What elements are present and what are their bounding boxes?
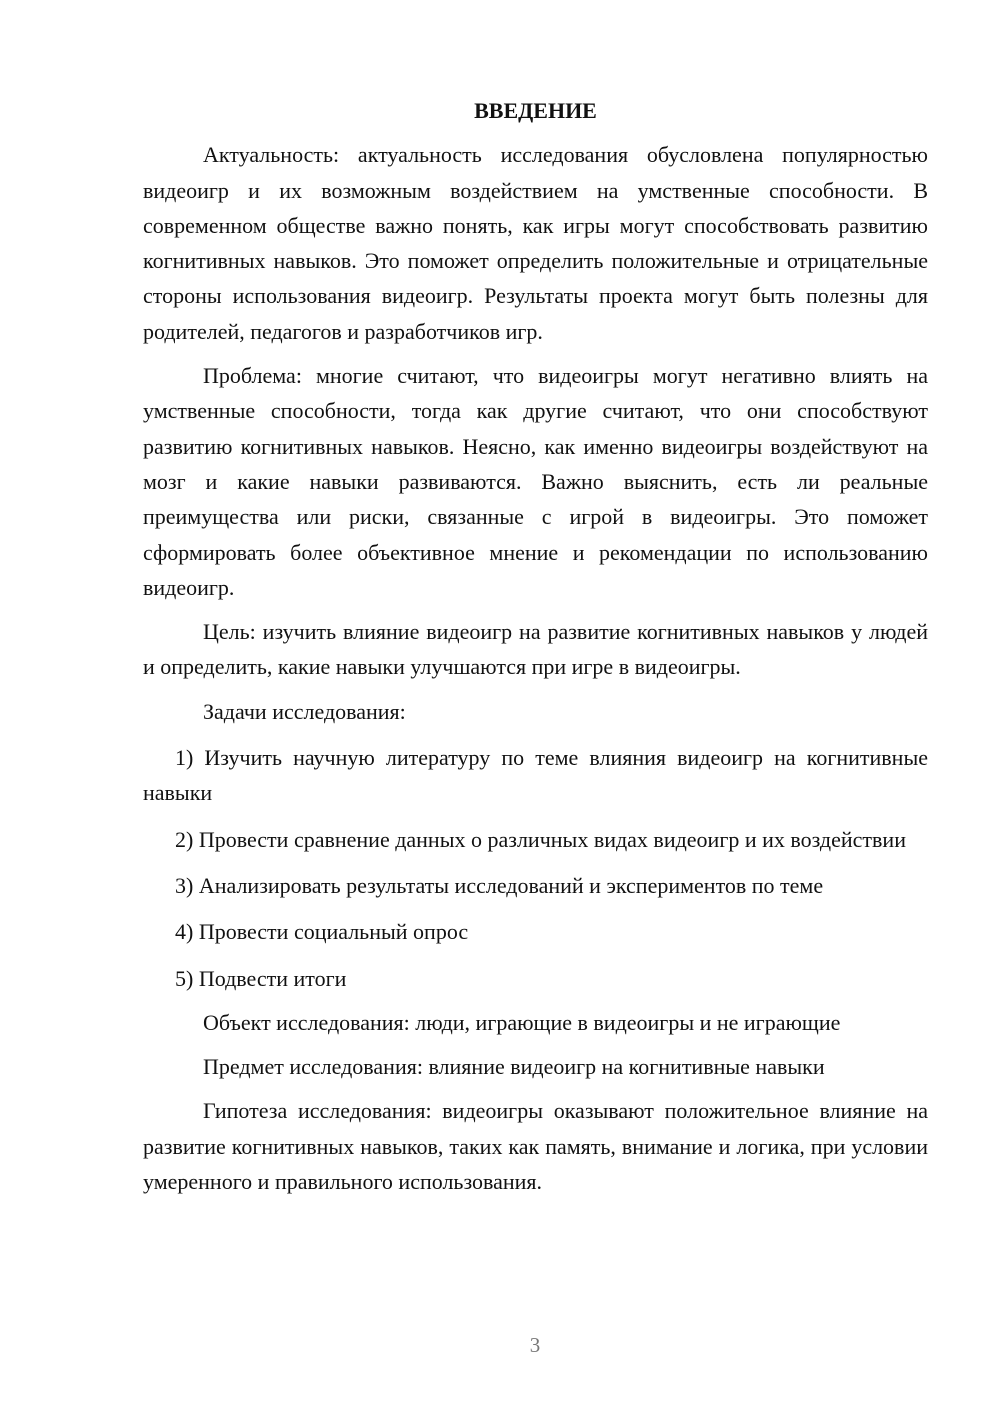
tasks-heading: Задачи исследования: bbox=[203, 698, 406, 724]
task-item-4: 4) Провести социальный опрос bbox=[175, 919, 469, 945]
paragraph-problem: Проблема: многие считают, что видеоигры могут негативно влиять на умственные способности, тогда как другие считают, что они способствуют развитию когнитивных навыков. Неясно, как именно видеоигры воздействуют на мозг и какие навыки развиваются. Важно выяснить, есть ли реальные преимущества или риски, связанные с игрой в видеоигры. Это поможет сформировать более объективное мнение и рекомендации по использованию видеоигр. bbox=[143, 363, 928, 600]
document-body bbox=[143, 93, 928, 1199]
research-object: Объект исследования: люди, играющие в видеоигры и не играющие bbox=[203, 1009, 841, 1035]
page-title: ВВЕДЕНИЕ bbox=[474, 98, 597, 123]
task-item-1: 1) Изучить научную литературу по теме влияния видеоигр на когнитивные навыки bbox=[143, 745, 928, 806]
research-subject: Предмет исследования: влияние видеоигр на когнитивные навыки bbox=[203, 1054, 825, 1080]
page-number: 3 bbox=[529, 1333, 541, 1357]
paragraph-relevance: Актуальность: актуальность исследования обусловлена популярностью видеоигр и их возможным воздействием на умственные способности. В современном обществе важно понять, как игры могут способствовать развитию когнитивных навыков. Это поможет определить положительные и отрицательные стороны использования видеоигр. Результаты проекта могут быть полезны для родителей, педагогов и разработчиков игр. bbox=[143, 142, 928, 344]
task-item-5: 5) Подвести итоги bbox=[175, 965, 347, 991]
paragraph-goal: Цель: изучить влияние видеоигр на развитие когнитивных навыков у людей и определить, какие навыки улучшаются при игре в видеоигры. bbox=[143, 619, 928, 680]
task-item-2: 2) Провести сравнение данных о различных видах видеоигр и их воздействии bbox=[175, 826, 906, 852]
task-item-3: 3) Анализировать результаты исследований и экспериментов по теме bbox=[175, 872, 824, 898]
research-hypothesis: Гипотеза исследования: видеоигры оказывают положительное влияние на развитие когнитивных навыков, таких как память, внимание и логика, при условии умеренного и правильного использования. bbox=[143, 1098, 928, 1195]
